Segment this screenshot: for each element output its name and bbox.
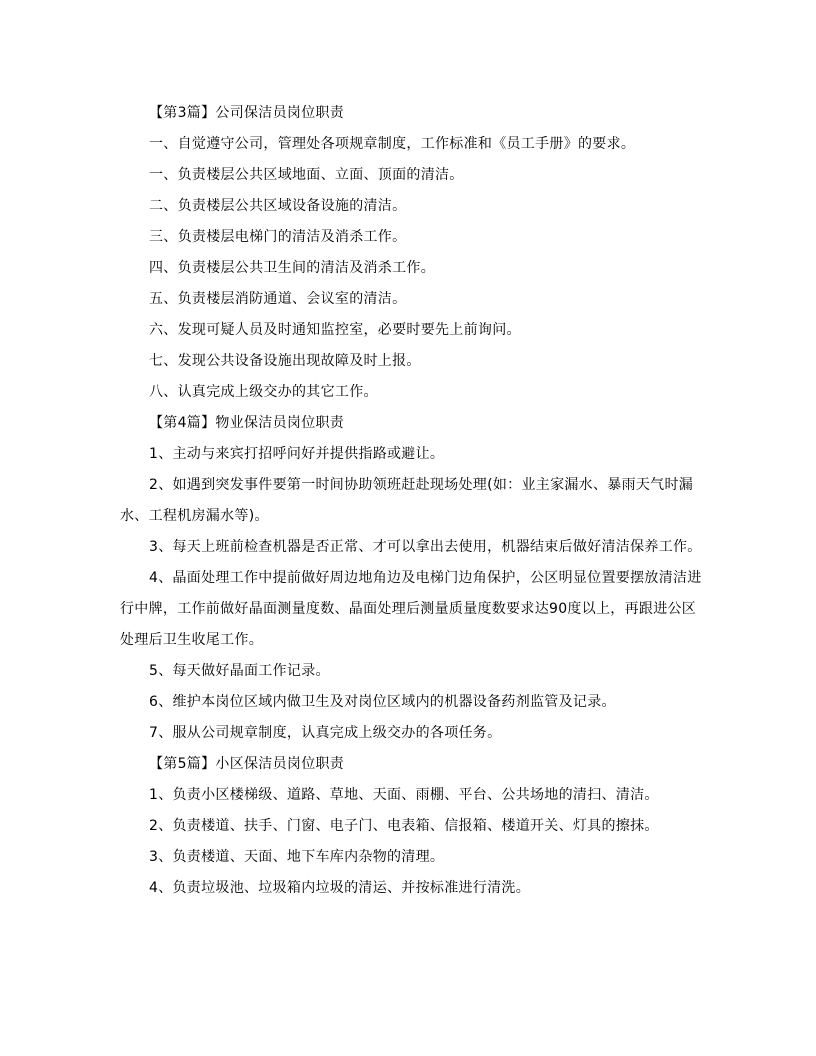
section-heading-5: 【第5篇】小区保洁员岗位职责 (149, 756, 345, 772)
paragraph: 2、负责楼道、扶手、门窗、电子门、电表箱、信报箱、楼道开关、灯具的擦抹。 (149, 818, 659, 834)
paragraph: 一、负责楼层公共区域地面、立面、顶面的清洁。 (149, 167, 464, 183)
paragraph: 五、负责楼层消防通道、会议室的清洁。 (149, 291, 407, 307)
paragraph: 四、负责楼层公共卫生间的清洁及消杀工作。 (149, 260, 435, 276)
paragraph: 5、每天做好晶面工作记录。 (149, 663, 330, 679)
paragraph: 3、负责楼道、天面、地下车库内杂物的清理。 (149, 849, 445, 865)
paragraph: 二、负责楼层公共区域设备设施的清洁。 (149, 198, 407, 214)
paragraph: 1、主动与来宾打招呼问好并提供指路或避让。 (149, 446, 445, 462)
paragraph: 一、自觉遵守公司，管理处各项规章制度，工作标准和《员工手册》的要求。 (149, 136, 636, 152)
paragraph: 4、负责垃圾池、垃圾箱内垃圾的清运、并按标准进行清洗。 (149, 880, 531, 896)
paragraph: 3、每天上班前检查机器是否正常、才可以拿出去使用，机器结束后做好清洁保养工作。 (149, 539, 702, 555)
section-heading-3: 【第3篇】公司保洁员岗位职责 (149, 105, 345, 121)
paragraph: 7、服从公司规章制度，认真完成上级交办的各项任务。 (149, 725, 502, 741)
document-body (120, 98, 705, 904)
paragraph: 1、负责小区楼梯级、道路、草地、天面、雨棚、平台、公共场地的清扫、清洁。 (149, 787, 659, 803)
paragraph: 6、维护本岗位区域内做卫生及对岗位区域内的机器设备药剂监管及记录。 (149, 694, 616, 710)
paragraph: 三、负责楼层电梯门的清洁及消杀工作。 (149, 229, 407, 245)
paragraph: 4、晶面处理工作中提前做好周边地角边及电梯门边角保护，公区明显位置要摆放清洁进行中牌，工作前做好晶面测量度数、晶面处理后测量质量度数要求达90度以上，再跟进公区处理后卫生收尾工作。 (120, 570, 702, 648)
section-heading-4: 【第4篇】物业保洁员岗位职责 (149, 415, 345, 431)
paragraph: 2、如遇到突发事件要第一时间协助领班赶赴现场处理(如：业主家漏水、暴雨天气时漏水、工程机房漏水等)。 (120, 477, 694, 524)
paragraph: 六、发现可疑人员及时通知监控室，必要时要先上前询问。 (149, 322, 521, 338)
paragraph: 八、认真完成上级交办的其它工作。 (149, 384, 378, 400)
paragraph: 七、发现公共设备设施出现故障及时上报。 (149, 353, 421, 369)
